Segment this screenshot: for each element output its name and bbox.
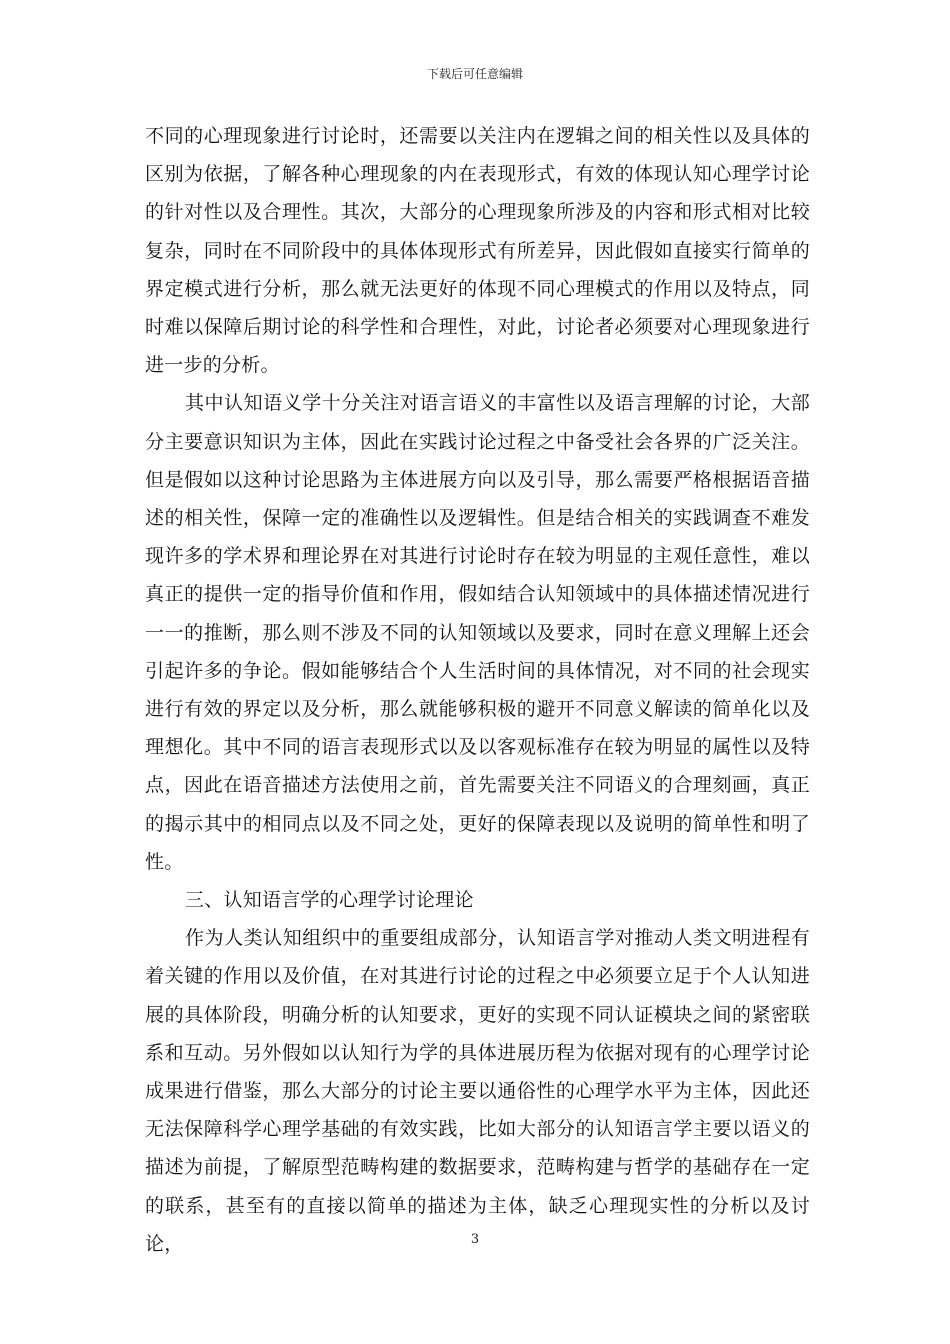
page-number: 3 xyxy=(470,1232,480,1247)
page-header: 下载后可任意编辑 xyxy=(426,67,523,81)
paragraph-cognitive-semantics: 其中认知语义学十分关注对语言语义的丰富性以及语言理解的讨论，大部分主要意识知识为主体，因此在实践讨论过程之中备受社会各界的广泛关注。但是假如以这种讨论思路为主体进展方向以及引导，那么需要严格根据语音描述的相关性，保障一定的准确性以及逻辑性。但是结合相关的实践调查不难发现许多的学术界和理论界在对其进行讨论时存在较为明显的主观任意性，难以真正的提供一定的指导价值和作用，假如结合认知领域中的具体描述情况进行一一的推断，那么则不涉及不同的认知领域以及要求，同时在意义理解上还会引起许多的争论。假如能够结合个人生活时间的具体情况，对不同的社会现实进行有效的界定以及分析，那么就能够积极的避开不同意义解读的简单化以及理想化。其中不同的语言表现形式以及以客观标准存在较为明显的属性以及特点，因此在语音描述方法使用之前，首先需要关注不同语义的合理刻画，真正的揭示其中的相同点以及不同之处，更好的保障表现以及说明的简单性和明了性。 xyxy=(145,392,810,873)
section-heading: 三、认知语言学的心理学讨论理论 xyxy=(185,889,474,912)
paragraph-cognitive-linguistics: 作为人类认知组织中的重要组成部分，认知语言学对推动人类文明进程有着关键的作用以及价值，在对其进行讨论的过程之中必须要立足于个人认知进展的具体阶段，明确分析的认知要求，更好的实现不同认证模块之间的紧密联系和互动。另外假如以认知行为学的具体进展历程为依据对现有的心理学讨论成果进行借鉴，那么大部分的讨论主要以通俗性的心理学水平为主体，因此还无法保障科学心理学基础的有效实践，比如大部分的认知语言学主要以语义的描述为前提，了解原型范畴构建的数据要求，范畴构建与哲学的基础存在一定的联系，甚至有的直接以简单的描述为主体，缺乏心理现实性的分析以及讨论， xyxy=(145,927,810,1255)
document-body xyxy=(145,117,810,1263)
paragraph-continuation: 不同的心理现象进行讨论时，还需要以关注内在逻辑之间的相关性以及具体的区别为依据，了解各种心理现象的内在表现形式，有效的体现认知心理学讨论的针对性以及合理性。其次，大部分的心理现象所涉及的内容和形式相对比较复杂，同时在不同阶段中的具体体现形式有所差异，因此假如直接实行简单的界定模式进行分析，那么就无法更好的体现不同心理模式的作用以及特点，同时难以保障后期讨论的科学性和合理性，对此，讨论者必须要对心理现象进行进一步的分析。 xyxy=(145,125,810,377)
